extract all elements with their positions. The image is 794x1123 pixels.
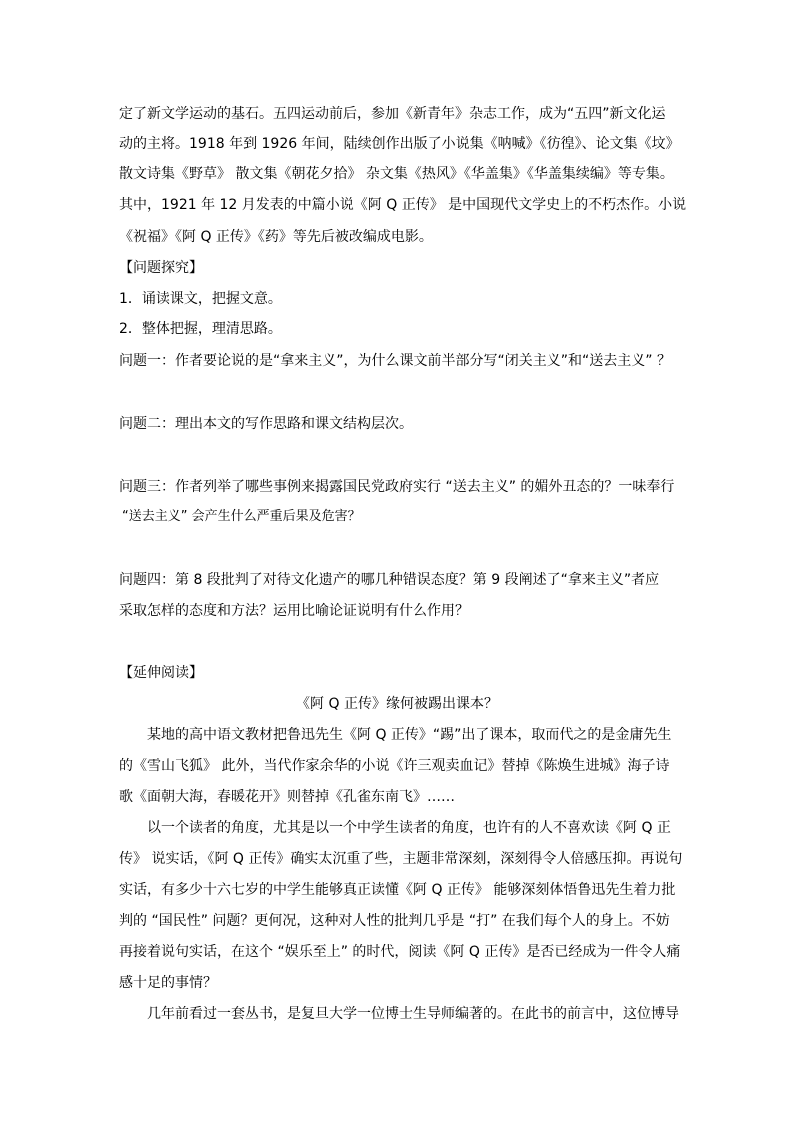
extended-reading-heading: 【延伸阅读】	[119, 665, 203, 681]
paragraph-line: 几年前看过一套丛书，是复旦大学一位博士生导师编著的。在此书的前言中，这位博导	[147, 1006, 679, 1022]
question-3-line-2: “送去主义” 会产生什么严重后果及危害？	[122, 509, 361, 524]
question-2: 问题二：理出本文的写作思路和课文结构层次。	[119, 416, 413, 432]
intro-line: 动的主将。1918 年到 1926 年间，陆续创作出版了小说集《呐喊》《彷徨》、论文集《坟》	[119, 136, 680, 152]
inquiry-heading: 【问题探究】	[119, 260, 203, 276]
intro-line: 其中，1921 年 12 月发表的中篇小说《阿 Q 正传》 是中国现代文学史上的不朽杰作。小说	[119, 197, 687, 213]
question-3-line-1: 问题三：作者列举了哪些事例来揭露国民党政府实行 “送去主义” 的媚外丑态的？一味奉行	[119, 479, 675, 495]
paragraph-line: 某地的高中语文教材把鲁迅先生《阿 Q 正传》“踢”出了课本，取而代之的是金庸先生	[147, 727, 672, 743]
question-1: 问题一：作者要论说的是“拿来主义”，为什么课文前半部分写“闭关主义”和“送去主义” ？	[119, 353, 671, 369]
paragraph-line: 歌《面朝大海，春暖花开》则替掉《孔雀东南飞》……	[119, 789, 455, 805]
paragraph-line: 的《雪山飞狐》 此外，当代作家余华的小说《许三观卖血记》替掉《陈焕生进城》海子诗	[119, 758, 670, 774]
inquiry-step-1: 1．诵读课文，把握文意。	[119, 291, 282, 307]
inquiry-step-2: 2．整体把握，理清思路。	[119, 321, 282, 337]
paragraph-line: 感十足的事情？	[119, 975, 217, 991]
question-4-line-1: 问题四：第 8 段批判了对待文化遗产的哪几种错误态度？第 9 段阐述了“拿来主义”者应	[119, 572, 660, 588]
article-title: 《阿 Q 正传》缘何被踢出课本？	[296, 696, 498, 712]
paragraph-line: 再接着说句实话，在这个 “娱乐至上” 的时代，阅读《阿 Q 正传》是否已经成为一件令人痛	[119, 944, 681, 960]
paragraph-line: 以一个读者的角度，尤其是以一个中学生读者的角度，也许有的人不喜欢读《阿 Q 正	[147, 820, 671, 836]
intro-line: 散文诗集《野草》 散文集《朝花夕拾》 杂文集《热风》《华盖集》《华盖集续编》等专集。	[119, 166, 674, 182]
question-4-line-2: 采取怎样的态度和方法？运用比喻论证说明有什么作用？	[119, 603, 469, 619]
intro-line: 《祝福》《阿 Q 正传》《药》等先后被改编成电影。	[119, 229, 433, 245]
intro-line: 定了新文学运动的基石。五四运动前后，参加《新青年》杂志工作，成为“五四”新文化运	[119, 106, 666, 122]
paragraph-line: 判的 “国民性” 问题？更何况，这种对人性的批判几乎是 “打” 在我们每个人的身上。不妨	[119, 913, 670, 929]
paragraph-line: 传》 说实话，《阿 Q 正传》确实太沉重了些，主题非常深刻，深刻得令人倍感压抑。再说句	[119, 851, 683, 867]
paragraph-line: 实话，有多少十六七岁的中学生能够真正读懂《阿 Q 正传》 能够深刻体悟鲁迅先生着力批	[119, 882, 676, 898]
